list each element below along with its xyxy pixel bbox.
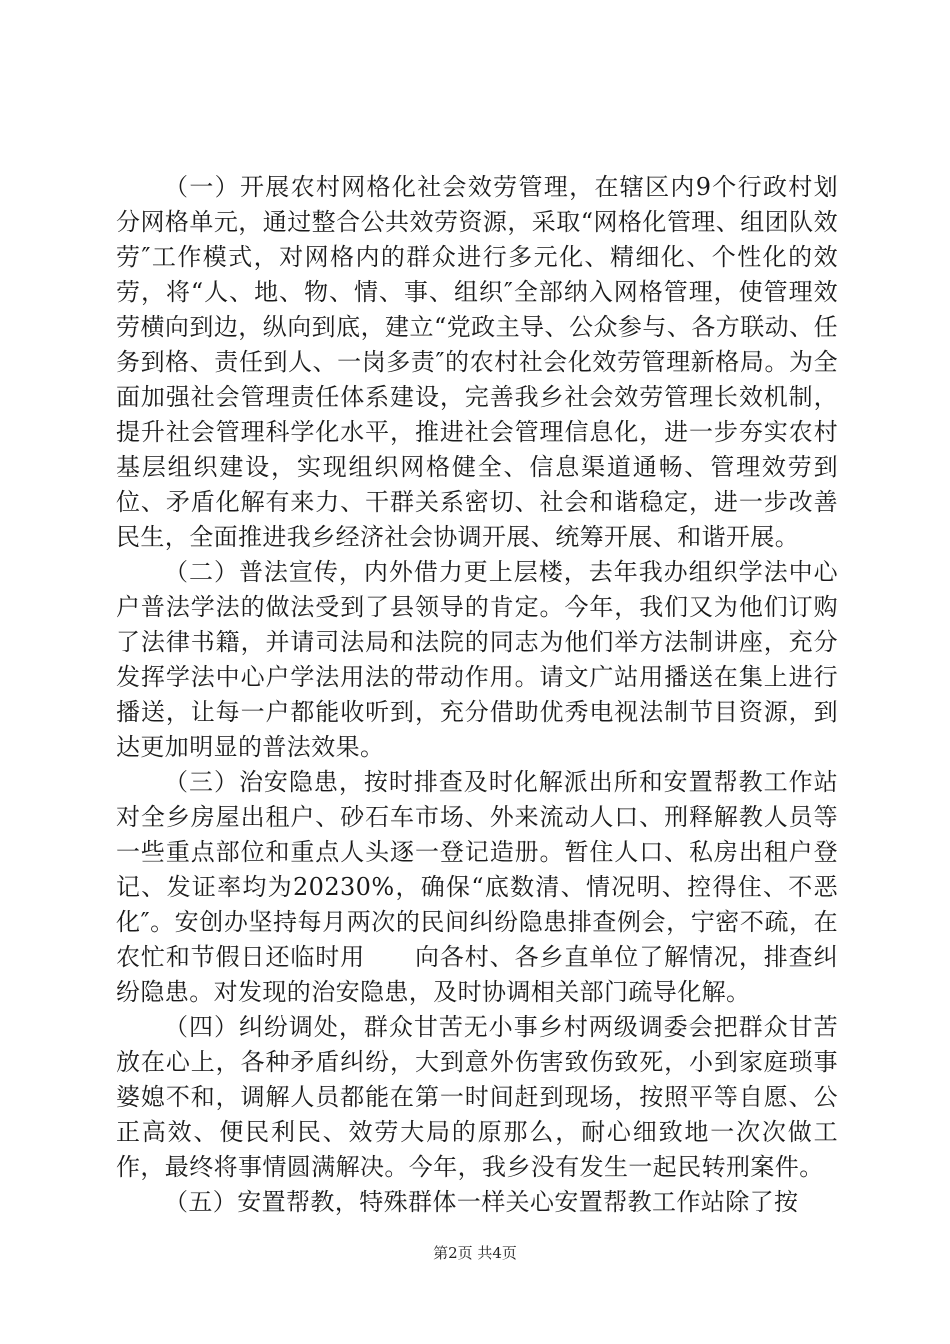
paragraph-5: （五）安置帮教，特殊群体一样关心安置帮教工作站除了按 xyxy=(164,1188,799,1216)
paragraph-3: （三）治安隐患，按时排查及时化解派出所和安置帮教工作站对全乡房屋出租户、砂石车市场、外来流动人口、刑释解教人员等一些重点部位和重点人头逐一登记造册。暂住人口、私房出租户登记、发证率均为20230%，确保“底数清、情况明、控得住、不恶化″。安创办坚持每月两次的民间纠纷隐患排查例会，宁密不疏，在农忙和节假日还临时用 向各村、各乡直单位了解情况，排查纠纷隐患。对发现的治安隐患，及时协调相关部门疏导化解。 xyxy=(116,768,838,1006)
paragraph-4: （四）纠纷调处，群众甘苦无小事乡村两级调委会把群众甘苦放在心上，各种矛盾纠纷，大到意外伤害致伤致死，小到家庭琐事婆媳不和，调解人员都能在第一时间赶到现场，按照平等自愿、公正高效、便民利民、效劳大局的原那么，耐心细致地一次次做工作，最终将事情圆满解决。今年，我乡没有发生一起民转刑案件。 xyxy=(116,1013,838,1181)
paragraph-1: （一）开展农村网格化社会效劳管理，在辖区内9个行政村划分网格单元，通过整合公共效劳资源，采取“网格化管理、组团队效劳″工作模式，对网格内的群众进行多元化、精细化、个性化的效劳，将“人、地、物、情、事、组织″全部纳入网格管理，使管理效劳横向到边，纵向到底，建立“党政主导、公众参与、各方联动、任务到格、责任到人、一岗多责″的农村社会化效劳管理新格局。为全面加强社会管理责任体系建设，完善我乡社会效劳管理长效机制，提升社会管理科学化水平，推进社会管理信息化，进一步夯实农村基层组织建设，实现组织网格健全、信息渠道通畅、管理效劳到位、矛盾化解有来力、干群关系密切、社会和谐稳定，进一步改善民生，全面推进我乡经济社会协调开展、统筹开展、和谐开展。 xyxy=(116,173,838,551)
page-footer: 第2页 共4页 xyxy=(433,1244,517,1262)
paragraph-2: （二）普法宣传，内外借力更上层楼，去年我办组织学法中心户普法学法的做法受到了县领导的肯定。今年，我们又为他们订购了法律书籍，并请司法局和法院的同志为他们举方法制讲座，充分发挥学法中心户学法用法的带动作用。请文广站用播送在集上进行播送，让每一户都能收听到，充分借助优秀电视法制节目资源，到达更加明显的普法效果。 xyxy=(116,558,838,761)
document-body xyxy=(116,170,838,1220)
